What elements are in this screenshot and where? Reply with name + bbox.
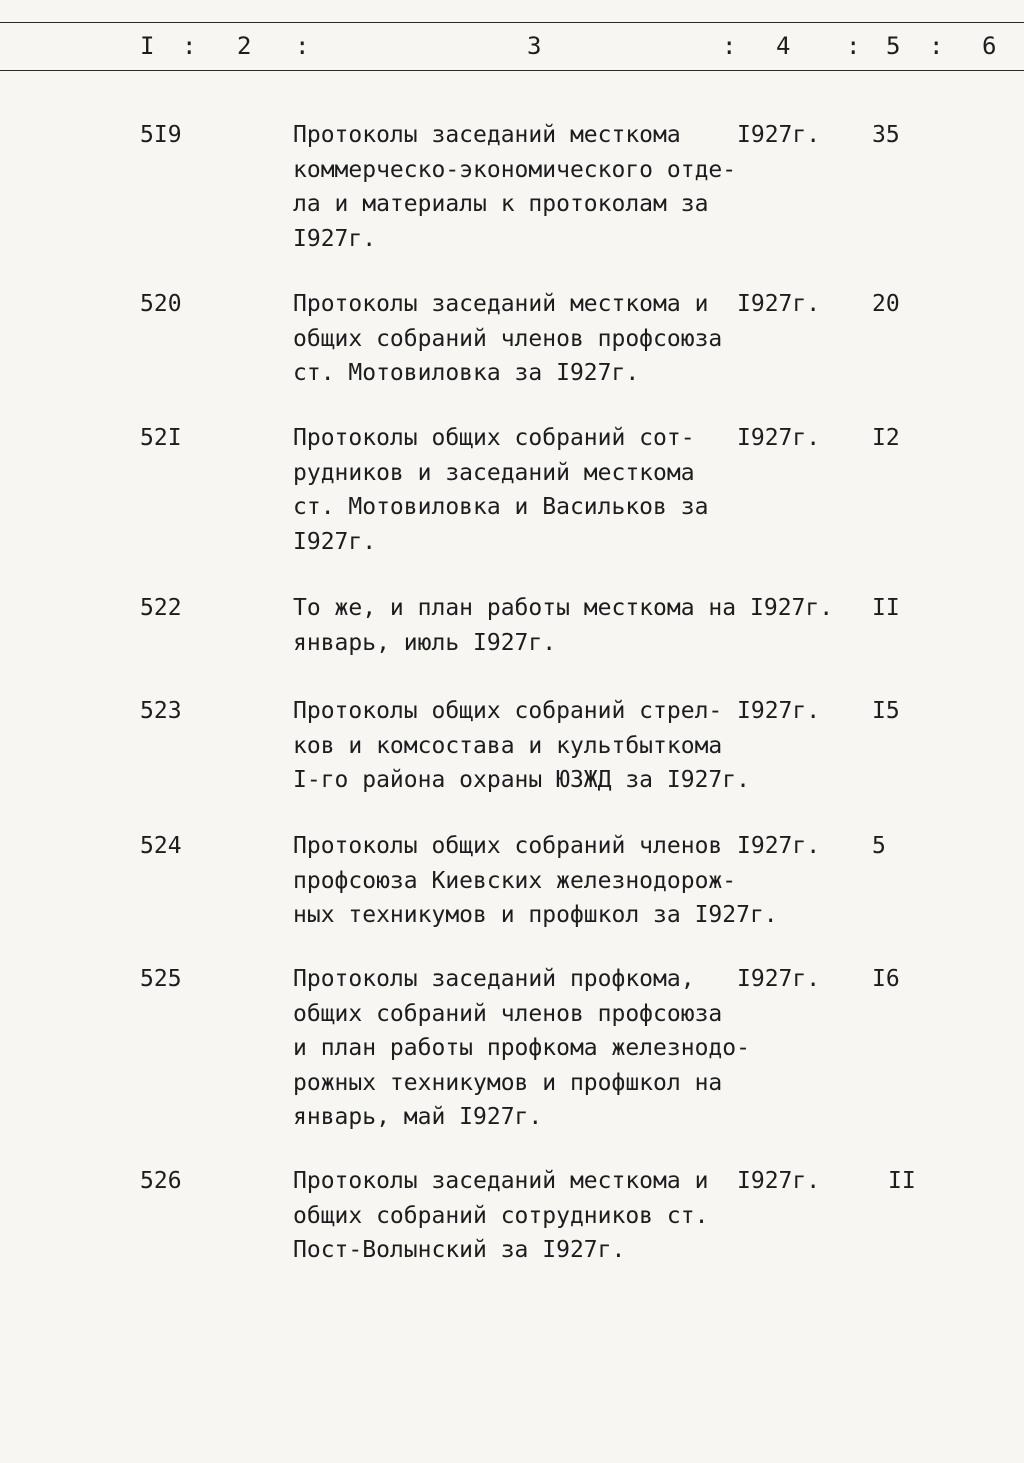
entry-title-line: ст. Мотовиловка и Васильков за <box>293 494 709 520</box>
entry-title-line: Протоколы заседаний месткома и <box>293 1168 709 1194</box>
entry-number: 523 <box>140 698 182 724</box>
entry-title <box>293 962 750 1135</box>
entry-title <box>293 829 778 933</box>
header-bottom-rule <box>0 70 1024 71</box>
header-sep-2: : <box>295 32 310 60</box>
entry-number: 52I <box>140 425 182 451</box>
header-col-4: 4 <box>776 32 791 60</box>
header-sep-3: : <box>722 32 737 60</box>
entry-sheet-count: I5 <box>872 698 900 724</box>
header-col-2: 2 <box>237 32 252 60</box>
entry-date: I927г. <box>737 291 821 317</box>
entry-title-line: То же, и план работы месткома на <box>293 595 737 621</box>
entry-title-line: I927г. <box>293 528 377 555</box>
entry-title <box>293 591 737 660</box>
entry-title-line: январь, май I927г. <box>293 1104 543 1130</box>
entry-title <box>293 287 733 391</box>
entry-date: I927г. <box>737 122 821 148</box>
entry-title-line: I-го района охраны ЮЗЖД за I927г. <box>293 767 750 793</box>
entry-date: I927г. <box>737 425 821 451</box>
entry-title-line: коммерческо-экономического отде- <box>293 156 737 183</box>
entry-sheet-count: I2 <box>872 425 900 451</box>
entry-title-line: Протоколы заседаний месткома <box>293 122 681 148</box>
header-col-6: 6 <box>982 32 997 60</box>
header-sep-5: : <box>929 32 944 60</box>
entry-title-line: январь, июль I927г. <box>293 629 557 656</box>
entry-title-line: ных техникумов и профшкол за I927г. <box>293 902 778 928</box>
entry-date: I927г. <box>737 966 821 992</box>
entry-number: 5I9 <box>140 122 182 148</box>
entry-sheet-count: I6 <box>872 966 900 992</box>
entry-title-line: Протоколы заседаний месткома и <box>293 291 709 317</box>
entry-title <box>293 421 733 559</box>
entry-date: I927г. <box>737 833 821 859</box>
entry-number: 525 <box>140 966 182 992</box>
entry-title-line: общих собраний членов профсоюза <box>293 1000 723 1027</box>
header-col-3: 3 <box>527 32 542 60</box>
entry-sheet-count: 35 <box>872 122 900 148</box>
entry-title-line: I927г. <box>293 225 377 252</box>
entry-title <box>293 1164 733 1268</box>
entry-title-line: ла и материалы к протоколам за <box>293 191 709 217</box>
entry-sheet-count: 20 <box>872 291 900 317</box>
entry-title-line: рудников и заседаний месткома <box>293 459 695 486</box>
entry-sheet-count: II <box>888 1168 916 1194</box>
entry-title-line: Протоколы общих собраний сот- <box>293 425 695 451</box>
entry-title-line: Протоколы заседаний профкома, <box>293 966 695 992</box>
entry-title-line: ков и комсостава и культбыткома <box>293 732 723 759</box>
header-sep-1: : <box>182 32 197 60</box>
entry-title-line: ст. Мотовиловка за I927г. <box>293 360 640 386</box>
entry-number: 520 <box>140 291 182 317</box>
header-col-1: I <box>140 32 155 60</box>
entry-title-line: общих собраний членов профсоюза <box>293 325 723 352</box>
header-sep-4: : <box>846 32 861 60</box>
entry-date: I927г. <box>737 698 821 724</box>
entry-sheet-count: 5 <box>872 833 886 859</box>
header-top-rule <box>0 22 1024 23</box>
entry-title <box>293 694 750 798</box>
entry-title-line: общих собраний сотрудников ст. <box>293 1202 709 1229</box>
entry-title-line: Протоколы общих собраний стрел- <box>293 698 723 724</box>
entry-title <box>293 118 737 256</box>
entry-title-line: Протоколы общих собраний членов <box>293 833 723 859</box>
entry-number: 522 <box>140 595 182 621</box>
entry-date: I927г. <box>750 595 834 621</box>
entry-number: 524 <box>140 833 182 859</box>
entry-date: I927г. <box>737 1168 821 1194</box>
entry-title-line: и план работы профкома железнодо- <box>293 1035 750 1061</box>
header-col-5: 5 <box>886 32 901 60</box>
entry-number: 526 <box>140 1168 182 1194</box>
entry-title-line: рожных техникумов и профшкол на <box>293 1069 723 1096</box>
entry-title-line: Пост-Волынский за I927г. <box>293 1237 626 1263</box>
entry-title-line: профсоюза Киевских железнодорож- <box>293 867 737 894</box>
entry-sheet-count: II <box>872 595 900 621</box>
